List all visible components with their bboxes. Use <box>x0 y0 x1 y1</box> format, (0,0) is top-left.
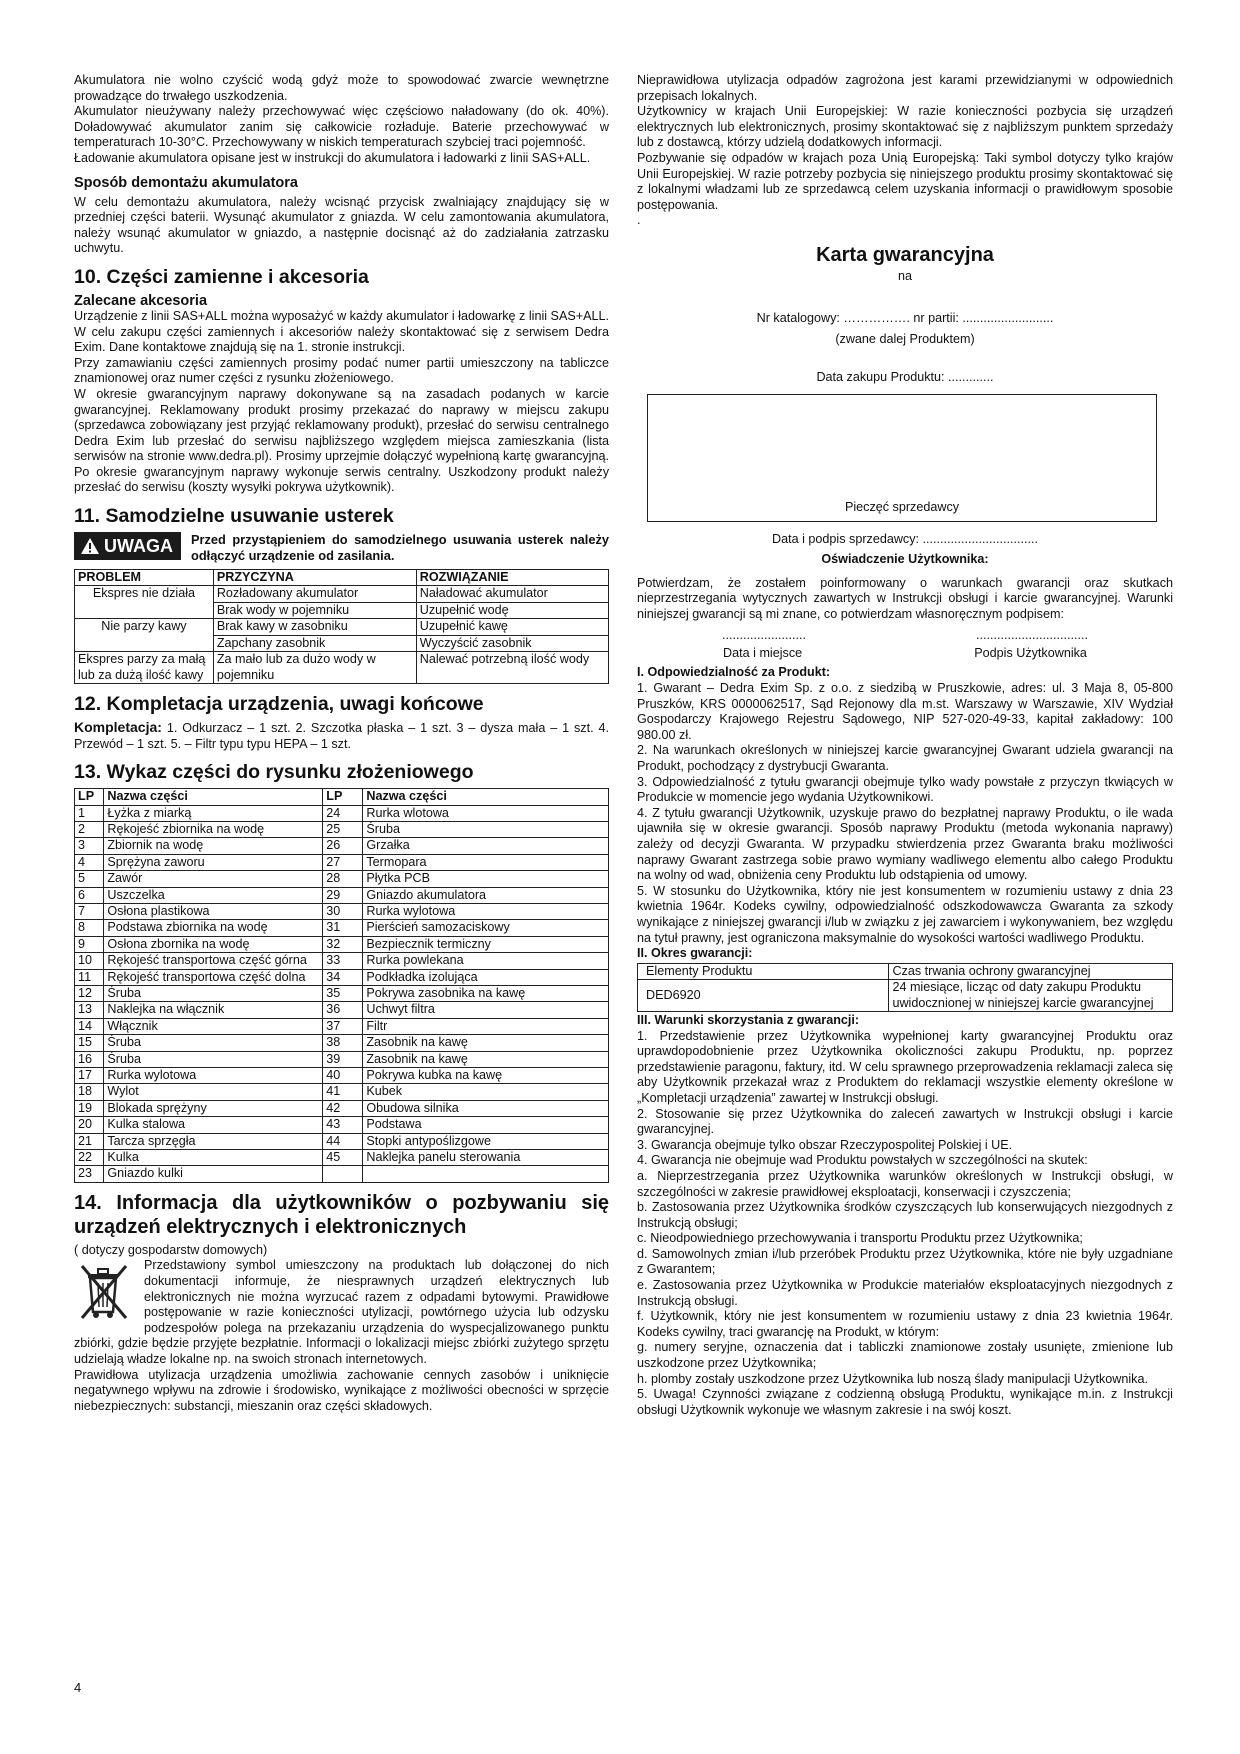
table-cell: 5 <box>75 871 104 887</box>
table-cell: Nalewać potrzebną ilość wody <box>416 652 608 684</box>
table-cell: Śruba <box>104 1035 323 1051</box>
table-cell: Gniazdo kulki <box>104 1166 323 1182</box>
table-cell: 2 <box>75 821 104 837</box>
table-cell: Rękojeść transportowa część dolna <box>104 969 323 985</box>
table-cell: DED6920 <box>638 980 889 1012</box>
table-cell: Wylot <box>104 1084 323 1100</box>
paragraph: 3. Odpowiedzialność z tytułu gwarancji obejmuje tylko wady powstałe z przyczyn tkwiących w Produkcie w momencie jego wydania Użytkownikowi. <box>637 774 1173 805</box>
table-cell: Pokrywa kubka na kawę <box>363 1068 609 1084</box>
section-I-title: I. Odpowiedzialność za Produkt: <box>637 665 831 680</box>
table-cell: Wyczyścić zasobnik <box>416 635 608 651</box>
table-cell: 33 <box>323 953 363 969</box>
table-row <box>75 903 609 919</box>
section-13-title: 13. Wykaz części do rysunku złożeniowego <box>74 761 474 784</box>
table-cell: Kulka <box>104 1150 323 1166</box>
section-12-title: 12. Kompletacja urządzenia, uwagi końcowe <box>74 692 484 715</box>
paragraph: Przedstawiony symbol umieszczony na produktach lub dołączonej do nich dokumentacji informuje, że niesprawnych urządzeń elektrycznych lub elektronicznych nie można wyrzucać razem z odpadami bytowymi. Prawidłowe postępowanie w razie konieczności utylizacji, powtórnego użycia lub odzysku podzespołów polega na przekazaniu urządzenia do wyspecjalizowanego punktu zbiórki, gdzie będzie przyjęte bezpłatnie. Informacji o lokalizacji miejsc zbiórki zużytego sprzętu udzielają władze lokalne np. na swoich stronach internetowych. <box>74 1258 609 1366</box>
table-cell: Pokrywa zasobnika na kawę <box>363 985 609 1001</box>
table-cell: Zawór <box>104 871 323 887</box>
table-header: Czas trwania ochrony gwarancyjnej <box>889 963 1173 979</box>
table-cell: 25 <box>323 821 363 837</box>
dismount-text: W celu demontażu akumulatora, należy wcisnąć przycisk zwalniający znajdujący się w przedniej części baterii. Wysunąć akumulator z gniazda. W celu zamontowania akumulatora, należy wsunąć akumulator w gniazdo, a następnie docisnąć aż do zadziałania zatrzasku uchwytu. <box>74 194 609 256</box>
table-cell: Zasobnik na kawę <box>363 1035 609 1051</box>
paragraph: e. Zastosowania przez Użytkownika w Produkcie materiałów eksploatacyjnych niezgodnych z Instrukcją obsługi. <box>637 1278 1173 1308</box>
date-place-label: Data i miejsce <box>723 645 803 660</box>
table-cell: Naklejka na włącznik <box>104 1002 323 1018</box>
product-alias: (zwane dalej Produktem) <box>835 332 975 347</box>
table-cell: Sprężyna zaworu <box>104 854 323 870</box>
paragraph: h. plomby zostały uszkodzone przez Użytkownika lub noszą ślady manipulacji Użytkownika. <box>637 1371 1148 1386</box>
warranty-period-table <box>637 963 1173 1012</box>
table-cell: 42 <box>323 1100 363 1116</box>
table-cell <box>323 1166 363 1182</box>
table-row <box>75 838 609 854</box>
table-row <box>638 980 1173 1012</box>
kompletacja-text <box>74 720 609 752</box>
table-cell: Stopki antypoślizgowe <box>363 1133 609 1149</box>
table-row <box>75 1051 609 1067</box>
table-cell: Osłona plastikowa <box>104 903 323 919</box>
table-row <box>75 1133 609 1149</box>
section-14-title: 14. Informacja dla użytkowników o pozbywaniu się urządzeń elektrycznych i elektronicznych <box>74 1191 609 1238</box>
table-header: Nazwa części <box>363 789 609 805</box>
table-cell: 34 <box>323 969 363 985</box>
table-cell: Zbiornik na wodę <box>104 838 323 854</box>
table-cell: 30 <box>323 903 363 919</box>
paragraph: Pozbywanie się odpadów w krajach poza Unią Europejską: Taki symbol dotyczy tylko krajów Unii Europejskiej. W razie potrzeby pozbycia się niniejszego produktu prosimy skontaktować się z lokalnymi władzami lub ze sprzedawcą celem uzyskania informacji o prawidłowym sposobie postępowania. <box>637 150 1173 212</box>
table-cell: 26 <box>323 838 363 854</box>
page-number: 4 <box>74 1680 82 1695</box>
table-cell: 24 <box>323 805 363 821</box>
paragraph: Ładowanie akumulatora opisane jest w instrukcji do akumulatora i ładowarki z linii SAS+ALL. <box>74 150 591 165</box>
table-cell: Obudowa silnika <box>363 1100 609 1116</box>
table-row <box>75 871 609 887</box>
warranty-card-na: na <box>897 268 912 283</box>
table-row <box>75 953 609 969</box>
paragraph: 5. Uwaga! Czynności związane z codzienną obsługą Produktu, wynikające m.in. z Instrukcji obsługi Użytkownik wykonuje we własnym zakresie i na swój koszt. <box>637 1387 1173 1417</box>
paragraph: Prawidłowa utylizacja urządzenia umożliwia zachowanie cennych zasobów i uniknięcie negatywnego wpływu na zdrowie i środowisko, wynikające z możliwości obecności w sprzęcie niebezpiecznych: substancji, mieszanin oraz części składowych. <box>74 1367 609 1413</box>
table-cell: Zapchany zasobnik <box>213 635 416 651</box>
table-row <box>75 805 609 821</box>
table-cell: Termopara <box>363 854 609 870</box>
warning-label: UWAGA <box>104 535 173 556</box>
table-cell: Gniazdo akumulatora <box>363 887 609 903</box>
table-cell: Śruba <box>104 985 323 1001</box>
table-cell: Włącznik <box>104 1018 323 1034</box>
table-cell: 14 <box>75 1018 104 1034</box>
warranty-card-title: Karta gwarancyjna <box>816 243 994 266</box>
table-row <box>75 619 609 635</box>
paragraph: c. Nieodpowiedniego przechowywania i transportu Produktu przez Użytkownika; <box>637 1231 1083 1246</box>
table-cell: 4 <box>75 854 104 870</box>
table-cell: 41 <box>323 1084 363 1100</box>
user-signature-field[interactable]: ................................ <box>976 628 1088 643</box>
section-II-title: II. Okres gwarancji: <box>637 946 753 961</box>
household-note: ( dotyczy gospodarstw domowych) <box>74 1242 268 1257</box>
table-cell: 23 <box>75 1166 104 1182</box>
table-cell: 22 <box>75 1150 104 1166</box>
left-column <box>74 73 609 1414</box>
paragraph: Przy zamawianiu części zamiennych prosimy podać numer partii umieszczony na tabliczce znamionowej oraz numer części z rysunku złożeniowego. <box>74 355 609 386</box>
table-row <box>75 887 609 903</box>
table-cell: 32 <box>323 936 363 952</box>
table-cell: Podstawa zbiornika na wodę <box>104 920 323 936</box>
table-cell: Uzupełnić kawę <box>416 619 608 635</box>
table-cell: Kulka stalowa <box>104 1117 323 1133</box>
table-header: LP <box>323 789 363 805</box>
battery-intro <box>74 73 609 167</box>
section-III-title: III. Warunki skorzystania z gwarancji: <box>637 1012 860 1027</box>
table-cell: Rurka wlotowa <box>363 805 609 821</box>
table-row <box>75 1166 609 1182</box>
paragraph: W okresie gwarancyjnym naprawy dokonywane są na zasadach podanych w karcie gwarancyjnej. Reklamowany produkt prosimy przekazać do naprawy w miejscu zakupu (sprzedawca zobowiązany jest przyjąć reklamowany produkt), przesłać do serwisu centralnego Dedra Exim lub przesłać do serwisu najbliższego względem miejsca zamieszkania (lista serwisów na stronie www.dedra.pl). Prosimy uprzejmie dołączyć wypełnioną kartę gwarancyjną. Po okresie gwarancyjnym naprawy wykonuje serwis centralny. Uszkodzony produkt należy przesłać do serwisu (koszty wysyłki pokrywa użytkownik). <box>74 386 609 495</box>
paragraph: 1. Przedstawienie przez Użytkownika wypełnionej karty gwarancyjnej Produktu oraz uprawdopodobnienie przez Użytkownika okoliczności zakupu Produktu, np. poprzez przedstawienie paragonu, faktury, itd. W celu sprawnego przeprowadzenia reklamacji zaleca się aby Użytkownik przekazał wraz z Produktem do reklamacji wszystkie elementy określone w „Kompletacji urządzenia” zawartej w Instrukcji obsługi. <box>637 1028 1173 1105</box>
table-cell: 19 <box>75 1100 104 1116</box>
paragraph: 3. Gwarancja obejmuje tylko obszar Rzeczypospolitej Polskiej i UE. <box>637 1137 1013 1152</box>
parts-table-body <box>75 805 609 1182</box>
table-cell: 9 <box>75 936 104 952</box>
seller-stamp-box[interactable] <box>647 394 1157 522</box>
table-cell: 1 <box>75 805 104 821</box>
table-cell: Podstawa <box>363 1117 609 1133</box>
kompletacja-label: Kompletacja: <box>74 718 162 735</box>
paragraph: b. Zastosowania przez Użytkownika środków czyszczących lub konserwujących niezgodnych z Instrukcją obsługi; <box>637 1200 1173 1230</box>
table-cell: 8 <box>75 920 104 936</box>
table-cell: Rurka wylotowa <box>104 1068 323 1084</box>
table-cell: 15 <box>75 1035 104 1051</box>
table-header: Nazwa części <box>104 789 323 805</box>
paragraph: Urządzenie z linii SAS+ALL można wyposażyć w każdy akumulator i ładowarkę z linii SAS+ALL. <box>74 308 610 323</box>
purchase-date-line: Data zakupu Produktu: ............. <box>816 369 994 384</box>
table-cell: 12 <box>75 985 104 1001</box>
section-10-title: 10. Części zamienne i akcesoria <box>74 265 369 288</box>
table-cell: 3 <box>75 838 104 854</box>
paragraph: 4. Z tytułu gwarancji Użytkownik, uzyskuje prawo do bezpłatnej naprawy Produktu, o ile wada ujawniła się w okresie gwarancji. Sposób naprawy Produktu (metoda wykonania naprawy) zależy od decyzji Gwaranta. W przypadku stwierdzenia przez Gwaranta braku możliwości naprawy Gwarant zastrzega sobie prawo wymiany wadliwego elementu albo całego Produktu na wolny od wad, obniżenia ceny Produktu lub odstąpienia od umowy. <box>637 805 1173 883</box>
table-cell: Ekspres parzy za małą lub za dużą ilość kawy <box>75 652 214 684</box>
declaration-title: Oświadczenie Użytkownika: <box>821 551 989 566</box>
table-header: LP <box>75 789 104 805</box>
section-11-title: 11. Samodzielne usuwanie usterek <box>74 505 394 528</box>
table-cell <box>363 1166 609 1182</box>
table-cell: 21 <box>75 1133 104 1149</box>
table-cell: Rozładowany akumulator <box>213 586 416 602</box>
table-cell: 28 <box>323 871 363 887</box>
table-cell: Zasobnik na kawę <box>363 1051 609 1067</box>
table-cell: Grzałka <box>363 838 609 854</box>
user-signature-label: Podpis Użytkownika <box>974 645 1087 660</box>
table-cell: 17 <box>75 1068 104 1084</box>
table-cell: 13 <box>75 1002 104 1018</box>
table-cell: 39 <box>323 1051 363 1067</box>
table-row <box>75 985 609 1001</box>
table-cell: Śruba <box>104 1051 323 1067</box>
table-cell: Uszczelka <box>104 887 323 903</box>
signature-labels <box>637 646 1173 662</box>
paragraph: Akumulatora nie wolno czyścić wodą gdyż może to spowodować zwarcie wewnętrzne prowadzące do trwałego uszkodzenia. <box>74 73 609 103</box>
dismount-heading: Sposób demontażu akumulatora <box>74 174 298 191</box>
paragraph: 2. Na warunkach określonych w niniejszej karcie gwarancyjnej Gwarant udziela gwarancji na Produkt, pochodzący z dystrybucji Gwaranta. <box>637 743 1173 774</box>
paragraph: . <box>637 213 641 228</box>
table-cell: 44 <box>323 1133 363 1149</box>
signature-dots <box>637 628 1173 644</box>
table-cell: Łyżka z miarką <box>104 805 323 821</box>
table-cell: 36 <box>323 1002 363 1018</box>
table-cell: 24 miesiące, licząc od daty zakupu Produktu uwidocznionej w niniejszej karcie gwarancyjnej <box>889 980 1173 1012</box>
table-cell: Blokada sprężyny <box>104 1100 323 1116</box>
table-cell: 45 <box>323 1150 363 1166</box>
paragraph: Akumulator nieużywany należy przechowywać więc częściowo naładowany (do ok. 40%). Doładowywać akumulator zanim się całkowicie rozładuje. Baterie przechowywać w temperaturach 10-30°C. Przechowywany w niskich temperaturach szybciej traci pojemność. <box>74 104 609 150</box>
paragraph: d. Samowolnych zmian i/lub przeróbek Produktu przez Użytkownika, które nie były uzgadniane z Gwarantem; <box>637 1246 1173 1277</box>
table-header: ROZWIĄZANIE <box>416 570 608 586</box>
table-cell: Podkładka izolująca <box>363 969 609 985</box>
table-cell: Nie parzy kawy <box>75 619 214 652</box>
date-place-field[interactable]: ........................ <box>722 628 806 643</box>
table-row <box>75 1084 609 1100</box>
table-cell: 16 <box>75 1051 104 1067</box>
table-cell: Ekspres nie działa <box>75 586 214 619</box>
paragraph: 4. Gwarancja nie obejmuje wad Produktu powstałych w szczególności na skutek: <box>637 1153 1088 1168</box>
table-cell: 43 <box>323 1117 363 1133</box>
table-cell: Płytka PCB <box>363 871 609 887</box>
table-cell: 29 <box>323 887 363 903</box>
table-cell: Brak wody w pojemniku <box>213 602 416 618</box>
table-cell: Rękojeść transportowa część górna <box>104 953 323 969</box>
table-cell: Brak kawy w zasobniku <box>213 619 416 635</box>
table-header: PROBLEM <box>75 570 214 586</box>
table-row <box>75 586 609 602</box>
table-cell: 7 <box>75 903 104 919</box>
table-row <box>75 936 609 952</box>
table-header: PRZYCZYNA <box>213 570 416 586</box>
section-III-list <box>637 1029 1173 1419</box>
table-row <box>75 1150 609 1166</box>
declaration-text: Potwierdzam, że zostałem poinformowany o warunkach gwarancji oraz skutkach nieprzestrzegania wytycznych zawartych w Instrukcji obsługi i karcie gwarancyjnej. Warunki niniejszej gwarancji są mi znane, co potwierdzam własnoręcznym podpisem: <box>637 575 1173 621</box>
table-row <box>75 1117 609 1133</box>
paragraph: Użytkownicy w krajach Unii Europejskiej: W razie konieczności pozbycia się urządzeń elektrycznych lub elektronicznych, prosimy skontaktować się z najbliższym punktem sprzedaży lub z dostawcą, którzy udzielą dodatkowych informacji. <box>637 104 1173 150</box>
table-cell: Naklejka panelu sterowania <box>363 1150 609 1166</box>
table-row <box>75 920 609 936</box>
paragraph: Nieprawidłowa utylizacja odpadów zagrożona jest karami przewidzianymi w odpowiednich przepisach lokalnych. <box>637 73 1173 103</box>
kompletacja-items: 1. Odkurzacz – 1 szt. 2. Szczotka płaska – 1 szt. 3 – dysza mała – 1 szt. 4. Przewód – 1 szt. 5. – Filtr typu typu HEPA – 1 szt. <box>74 720 609 751</box>
right-column <box>637 73 1173 1418</box>
table-cell: Śruba <box>363 821 609 837</box>
table-row <box>75 969 609 985</box>
table-cell: 18 <box>75 1084 104 1100</box>
table-cell: Naładować akumulator <box>416 586 608 602</box>
table-cell: Osłona zbornika na wodę <box>104 936 323 952</box>
table-cell: Pierścień samozaciskowy <box>363 920 609 936</box>
paragraph: 5. W stosunku do Użytkownika, który nie jest konsumentem w rozumieniu ustawy z dnia 23 kwietnia 1964r. Kodeks cywilny, odpowiedzialność odszkodowawcza Gwaranta za szkody wynikające z niniejszej gwarancji i/lub w związku z jej zawarciem i wykonywaniem, bez względu na tytuł prawny, jest ograniczona maksymalnie do wysokości wartości wadliwego Produktu. <box>637 883 1173 945</box>
warning-block <box>74 532 609 563</box>
table-row <box>75 821 609 837</box>
seller-stamp-label: Pieczęć sprzedawcy <box>844 499 960 514</box>
table-cell: Kubek <box>363 1084 609 1100</box>
paragraph: g. numery seryjne, oznaczenia dat i tabliczki znamionowe zostały usunięte, zmienione lub uszkodzone przez Użytkownika; <box>637 1340 1173 1371</box>
table-row <box>75 652 609 684</box>
crossed-out-bin-icon <box>74 1260 136 1322</box>
table-header: Elementy Produktu <box>638 963 889 979</box>
table-row <box>75 1035 609 1051</box>
table-cell: 38 <box>323 1035 363 1051</box>
table-cell: Bezpiecznik termiczny <box>363 936 609 952</box>
table-row <box>75 1100 609 1116</box>
table-cell: 35 <box>323 985 363 1001</box>
table-cell: 11 <box>75 969 104 985</box>
table-row <box>75 854 609 870</box>
paragraph: f. Użytkownik, który nie jest konsumentem w rozumieniu ustawy z dnia 23 kwietnia 1964r. Kodeks cywilny, traci gwarancję na Produkt, w którym: <box>637 1309 1173 1339</box>
table-row <box>75 1018 609 1034</box>
warning-triangle-icon <box>80 537 100 555</box>
paragraph: W celu zakupu części zamiennych i akcesoriów należy skontaktować się z serwisem Dedra Exim. Dane kontaktowe znajdują się na 1. stronie instrukcji. <box>74 324 609 355</box>
warning-text: Przed przystąpieniem do samodzielnego usuwania usterek należy odłączyć urządzenie od zasilania. <box>191 532 609 563</box>
table-cell: Uzupełnić wodę <box>416 602 608 618</box>
table-cell: 37 <box>323 1018 363 1034</box>
paragraph: a. Nieprzestrzegania przez Użytkownika warunków określonych w Instrukcji obsługi, w szczególności w zakresie prawidłowej eksploatacji, konserwacji i czyszczenia; <box>637 1168 1173 1199</box>
table-cell: Rurka powlekana <box>363 953 609 969</box>
paragraph: 2. Stosowanie się przez Użytkownika do zaleceń zawartych w Instrukcji obsługi i karcie gwarancyjnej. <box>637 1106 1173 1137</box>
table-cell: 31 <box>323 920 363 936</box>
table-cell: Filtr <box>363 1018 609 1034</box>
table-cell: Uchwyt filtra <box>363 1002 609 1018</box>
table-cell: 6 <box>75 887 104 903</box>
table-cell: Tarcza sprzęgła <box>104 1133 323 1149</box>
table-row <box>75 1002 609 1018</box>
table-cell: 27 <box>323 854 363 870</box>
table-cell: 10 <box>75 953 104 969</box>
table-row <box>75 1068 609 1084</box>
warning-badge <box>74 532 181 560</box>
parts-table <box>74 788 609 1183</box>
paragraph: 1. Gwarant – Dedra Exim Sp. z o.o. z siedzibą w Pruszkowie, adres: ul. 3 Maja 8, 05-800 Pruszków, KRS 0000062517, Sąd Rejonowy dla m.st. Warszawy w Warszawie, XIV Wydział Gospodarczy Krajowego Rejestru Sądowego, NIP 527-020-49-33, kapitał zakładowy: 100 980.00 zł. <box>637 681 1173 742</box>
table-cell: Za mało lub za dużo wody w pojemniku <box>213 652 416 684</box>
seller-signature-line: Data i podpis sprzedawcy: ................................. <box>772 532 1038 547</box>
catalog-number-line: Nr katalogowy: ……………. nr partii: .......................... <box>756 310 1054 325</box>
accessories-heading: Zalecane akcesoria <box>74 292 208 309</box>
table-cell: Rurka wylotowa <box>363 903 609 919</box>
troubleshooting-table <box>74 569 609 684</box>
table-cell: 20 <box>75 1117 104 1133</box>
table-cell: 40 <box>323 1068 363 1084</box>
table-cell: Rękojeść zbiornika na wodę <box>104 821 323 837</box>
